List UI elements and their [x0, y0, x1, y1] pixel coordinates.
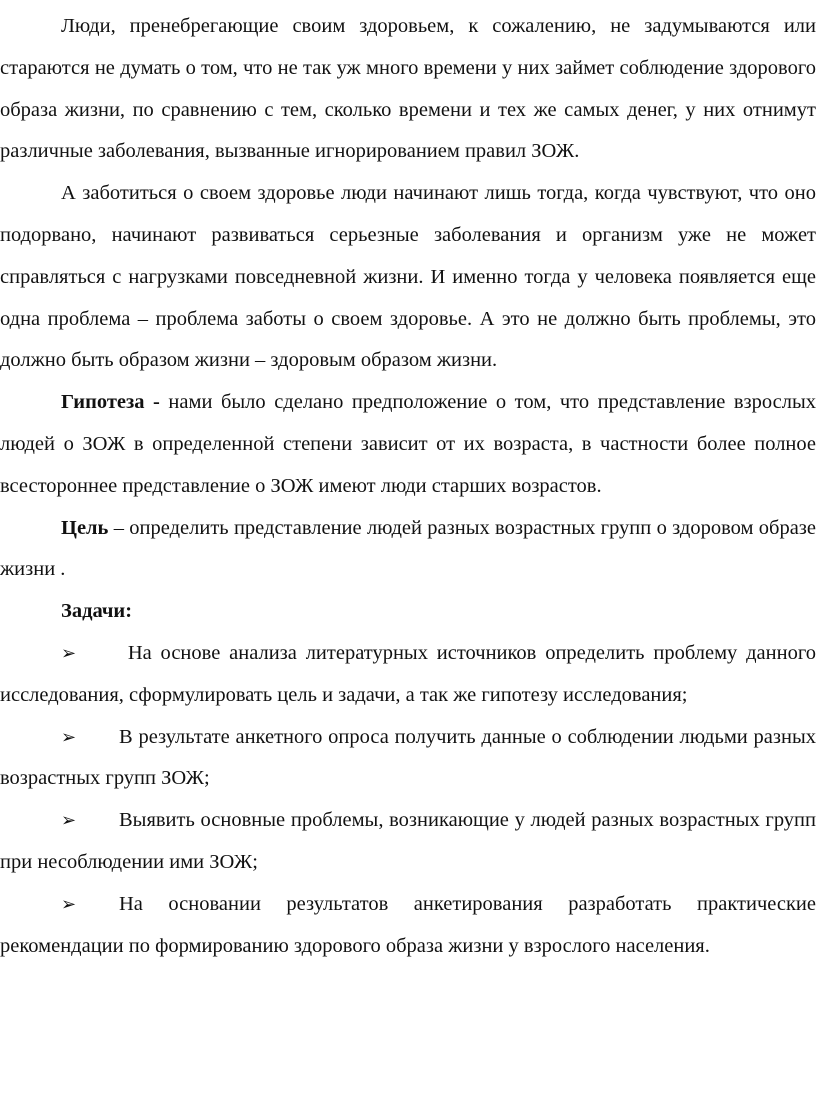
task-item	[0, 800, 816, 884]
hypothesis-paragraph	[0, 382, 816, 507]
hypothesis-text: нами было сделано предположение о том, что представление взрослых людей о ЗОЖ в определенной степени зависит от их возраста, в частности более полное всестороннее представление о ЗОЖ имеют люди старших возрастов.	[0, 391, 816, 497]
intro-paragraph: Люди, пренебрегающие своим здоровьем, к сожалению, не задумываются или стараются не думать о том, что не так уж много времени у них займет соблюдение здорового образа жизни, по сравнению с тем, сколько времени и тех же самых денег, у них отнимут различные заболевания, вызванные игнорированием правил ЗОЖ.	[0, 15, 816, 163]
document-page	[0, 6, 816, 967]
health-care-paragraph: А заботиться о своем здоровье люди начинают лишь тогда, когда чувствуют, что оно подорвано, начинают развиваться серьезные заболевания и организм уже не может справляться с нагрузками повседневной жизни. И именно тогда у человека появляется еще одна проблема – проблема заботы о своем здоровье. А это не должно быть проблемы, это должно быть образом жизни – здоровым образом жизни.	[0, 182, 816, 372]
task-item-text: На основании результатов анкетирования разработать практические рекомендации по формированию здорового образа жизни у взрослого населения.	[0, 892, 816, 957]
arrow-bullet-icon: ➢	[61, 726, 77, 748]
arrow-bullet-icon: ➢	[61, 810, 77, 832]
goal-text: – определить представление людей разных возрастных групп о здоровом образе жизни .	[0, 516, 816, 581]
task-item-text: Выявить основные проблемы, возникающие у людей разных возрастных групп при несоблюдении ими ЗОЖ;	[0, 809, 816, 873]
arrow-bullet-icon: ➢	[61, 642, 77, 664]
arrow-bullet-icon: ➢	[61, 893, 77, 915]
goal-label: Цель	[61, 516, 109, 539]
task-item	[0, 884, 816, 968]
task-item-text: В результате анкетного опроса получить данные о соблюдении людьми разных возрастных групп ЗОЖ;	[0, 725, 816, 790]
task-item	[0, 717, 816, 801]
hypothesis-label: Гипотеза -	[61, 391, 160, 414]
goal-paragraph	[0, 508, 816, 592]
task-item-text: На основе анализа литературных источников определить проблему данного исследования, сформулировать цель и задачи, а так же гипотезу исследования;	[0, 641, 816, 706]
task-item	[0, 633, 816, 717]
tasks-heading: Задачи:	[61, 600, 133, 623]
